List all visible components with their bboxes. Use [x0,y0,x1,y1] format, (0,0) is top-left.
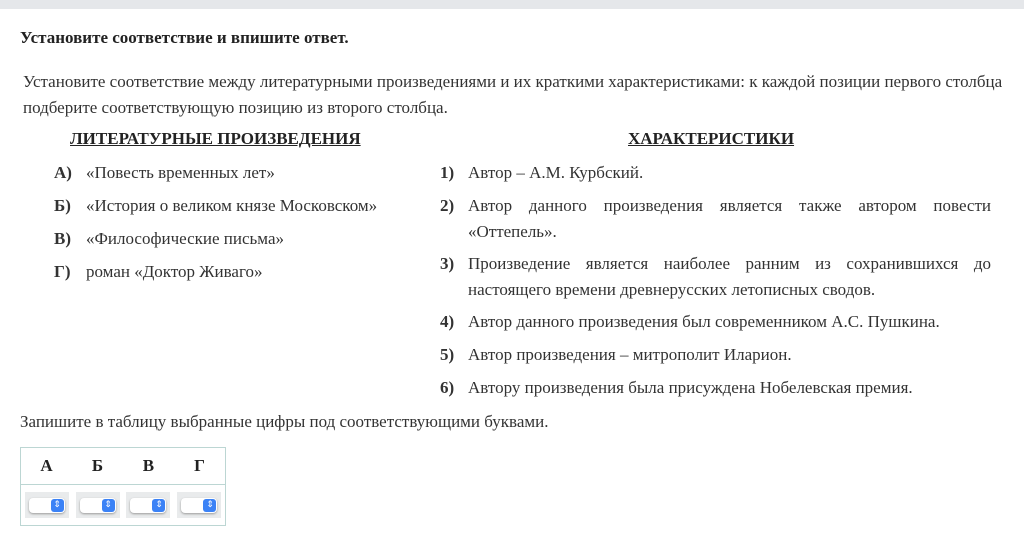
item-text: «Философические письма» [86,229,284,248]
item-label: 4) [440,312,455,331]
chevron-updown-icon: ⇕ [152,499,165,512]
instruction-note: Запишите в таблицу выбранные цифры под соответствующими буквами. [20,412,549,431]
item-text: роман «Доктор Живаго» [86,262,263,281]
answer-table [20,447,226,526]
item-label: В) [54,229,71,248]
item-text: Автор данного произведения является также автором повести «Оттепель». [468,196,991,241]
chevron-updown-icon: ⇕ [203,499,216,512]
column-header-g: Г [174,448,226,485]
task-intro: Установите соответствие между литературными произведениями и их краткими характеристиками: к каждой позиции первого столбца подберите соответствующую позицию из второго столбца. [23,72,1003,117]
item-text: Автор данного произведения был современником А.С. Пушкина. [468,312,940,331]
chevron-updown-icon: ⇕ [102,499,115,512]
item-label: 6) [440,378,455,397]
item-text: «Повесть временных лет» [86,163,275,182]
column-header-a: А [21,448,73,485]
item-label: 2) [440,196,455,215]
item-label: Б) [54,196,71,215]
right-column-header: ХАРАКТЕРИСТИКИ [628,129,795,148]
column-header-b: Б [72,448,123,485]
top-bar [0,0,1024,9]
item-label: 5) [440,345,455,364]
item-label: Г) [54,262,71,281]
column-header-v: В [123,448,174,485]
item-label: 1) [440,163,455,182]
answer-select-g[interactable] [181,498,217,513]
left-column-header: ЛИТЕРАТУРНЫЕ ПРОИЗВЕДЕНИЯ [70,129,361,148]
item-label: А) [54,163,72,182]
item-label: 3) [440,254,455,273]
answer-select-a[interactable] [29,498,65,513]
answer-select-b[interactable] [80,498,116,513]
item-text: Произведение является наиболее ранним из сохранившихся до настоящего времени древнерусских летописных сводов. [468,254,991,299]
task-title: Установите соответствие и впишите ответ. [20,28,349,47]
item-text: Автор произведения – митрополит Иларион. [468,345,792,364]
item-text: «История о великом князе Московском» [86,196,378,215]
item-text: Автор – А.М. Курбский. [468,163,644,182]
answer-select-v[interactable] [130,498,166,513]
item-text: Автору произведения была присуждена Нобелевская премия. [468,378,913,397]
chevron-updown-icon: ⇕ [51,499,64,512]
